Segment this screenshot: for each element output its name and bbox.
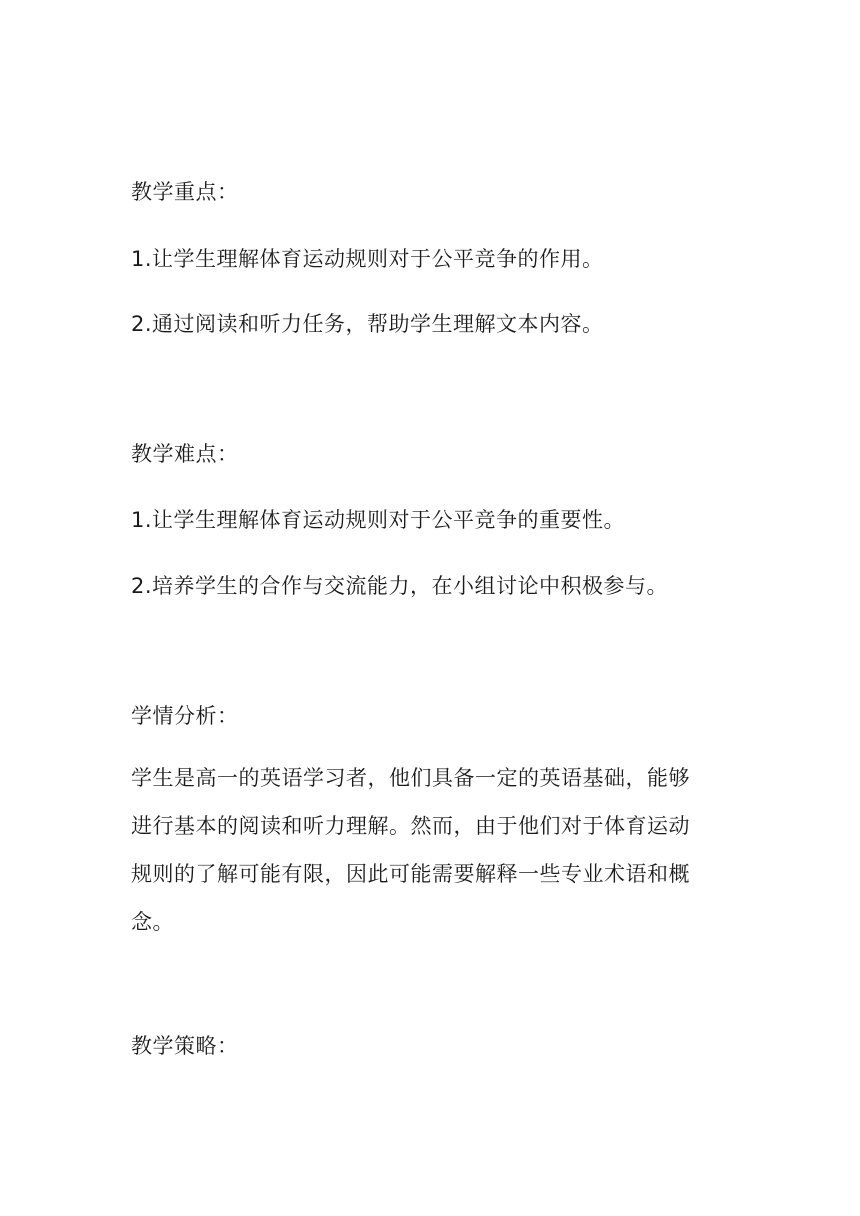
heading-teaching-focus: 教学重点： [131, 180, 239, 204]
analysis-line-1: 学生是高一的英语学习者，他们具备一定的英语基础，能够 [131, 766, 690, 790]
difficulty-item-1: 1.让学生理解体育运动规则对于公平竞争的重要性。 [131, 508, 626, 532]
focus-item-2: 2.通过阅读和听力任务，帮助学生理解文本内容。 [131, 312, 604, 336]
focus-item-1: 1.让学生理解体育运动规则对于公平竞争的作用。 [131, 247, 604, 271]
analysis-line-2: 进行基本的阅读和听力理解。然而，由于他们对于体育运动 [131, 814, 690, 838]
learner-analysis-paragraph [131, 754, 731, 946]
heading-teaching-strategy: 教学策略： [131, 1034, 239, 1058]
difficulty-item-2: 2.培养学生的合作与交流能力，在小组讨论中积极参与。 [131, 574, 669, 598]
heading-learner-analysis: 学情分析： [131, 704, 239, 728]
heading-teaching-difficulty: 教学难点： [131, 442, 239, 466]
analysis-line-3: 规则的了解可能有限，因此可能需要解释一些专业术语和概 [131, 862, 690, 886]
analysis-line-4: 念。 [131, 910, 174, 934]
